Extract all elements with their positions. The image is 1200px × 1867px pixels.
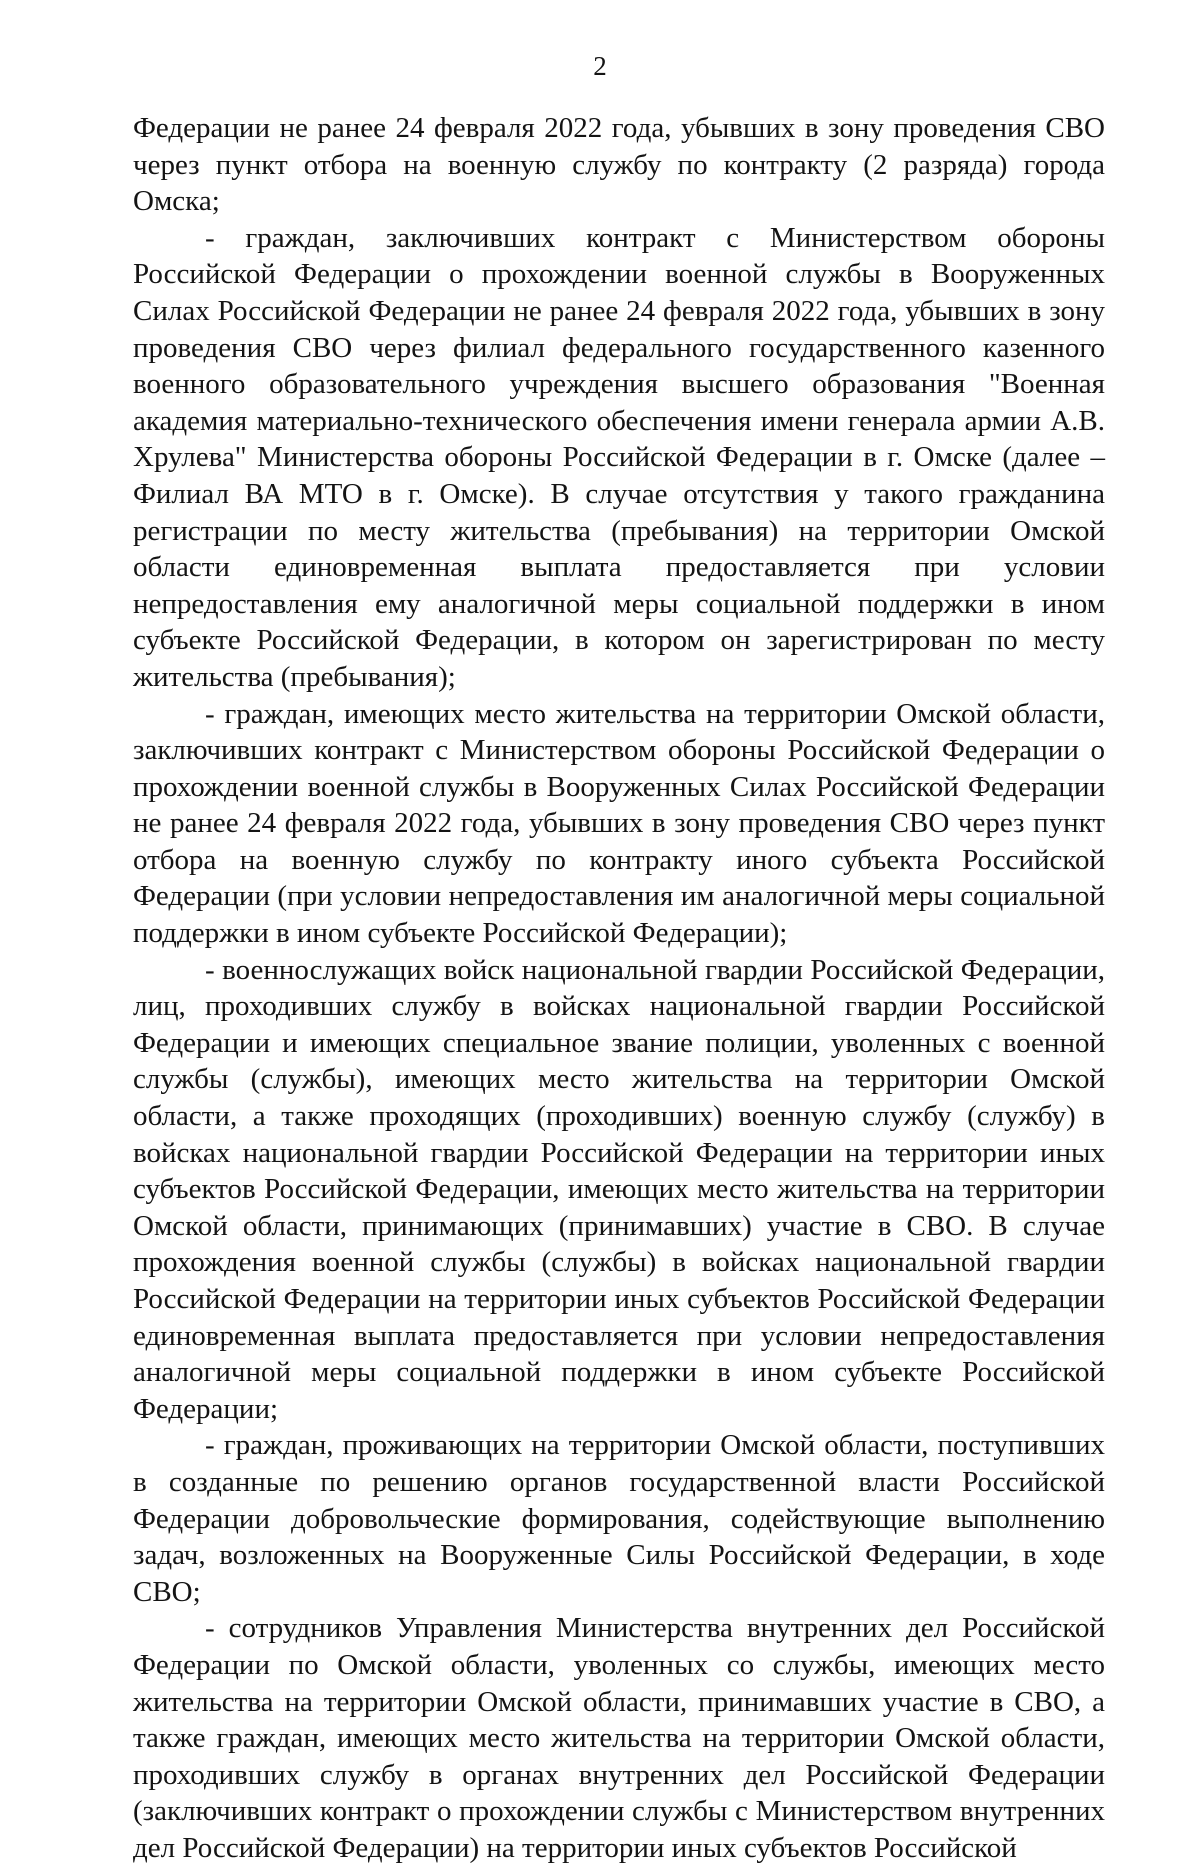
list-item-paragraph: - граждан, проживающих на территории Омской области, поступивших в созданные по решению органов государственной власти Российской Федерации добровольческие формирования, содействующие выполнению задач, возложенных на Вооруженные Силы Российской Федерации, в ходе СВО; xyxy=(133,1429,1105,1608)
page-number: 2 xyxy=(593,51,607,81)
document-body xyxy=(133,110,1105,1867)
list-item-paragraph: - военнослужащих войск национальной гвардии Российской Федерации, лиц, проходивших службу в войсках национальной гвардии Российской Федерации и имеющих специальное звание полиции, уволенных с военной службы (службы), имеющих место жительства на территории Омской области, а также проходящих (проходивших) военную службу (службу) в войсках национальной гвардии Российской Федерации на территории иных субъектов Российской Федерации, имеющих место жительства на территории Омской области, принимающих (принимавших) участие в СВО. В случае прохождения военной службы (службы) в войсках национальной гвардии Российской Федерации на территории иных субъектов Российской Федерации единовременная выплата предоставляется при условии непредоставления аналогичной меры социальной поддержки в ином субъекте Российской Федерации; xyxy=(133,953,1105,1425)
list-item-paragraph: - граждан, имеющих место жительства на территории Омской области, заключивших контракт с Министерством обороны Российской Федерации о прохождении военной службы в Вооруженных Силах Российской Федерации не ранее 24 февраля 2022 года, убывших в зону проведения СВО через пункт отбора на военную службу по контракту иного субъекта Российской Федерации (при условии непредоставления им аналогичной меры социальной поддержки в ином субъекте Российской Федерации); xyxy=(133,697,1105,950)
list-item-paragraph: - граждан, заключивших контракт с Министерством обороны Российской Федерации о прохождении военной службы в Вооруженных Силах Российской Федерации не ранее 24 февраля 2022 года, убывших в зону проведения СВО через филиал федерального государственного казенного военного образовательного учреждения высшего образования "Военная академия материально-технического обеспечения имени генерала армии А.В. Хрулева" Министерства обороны Российской Федерации в г. Омске (далее – Филиал ВА МТО в г. Омске). В случае отсутствия у такого гражданина регистрации по месту жительства (пребывания) на территории Омской области единовременная выплата предоставляется при условии непредоставления ему аналогичной меры социальной поддержки в ином субъекте Российской Федерации, в котором он зарегистрирован по месту жительства (пребывания); xyxy=(133,221,1105,693)
list-item-paragraph: - сотрудников Управления Министерства внутренних дел Российской Федерации по Омской области, уволенных со службы, имеющих место жительства на территории Омской области, принимавших участие в СВО, а также граждан, имеющих место жительства на территории Омской области, проходивших службу в органах внутренних дел Российской Федерации (заключивших контракт о прохождении службы с Министерством внутренних дел Российской Федерации) на территории иных субъектов Российской xyxy=(133,1612,1105,1864)
paragraph-continuation: Федерации не ранее 24 февраля 2022 года, убывших в зону проведения СВО через пункт отбора на военную службу по контракту (2 разряда) города Омска; xyxy=(133,112,1105,218)
